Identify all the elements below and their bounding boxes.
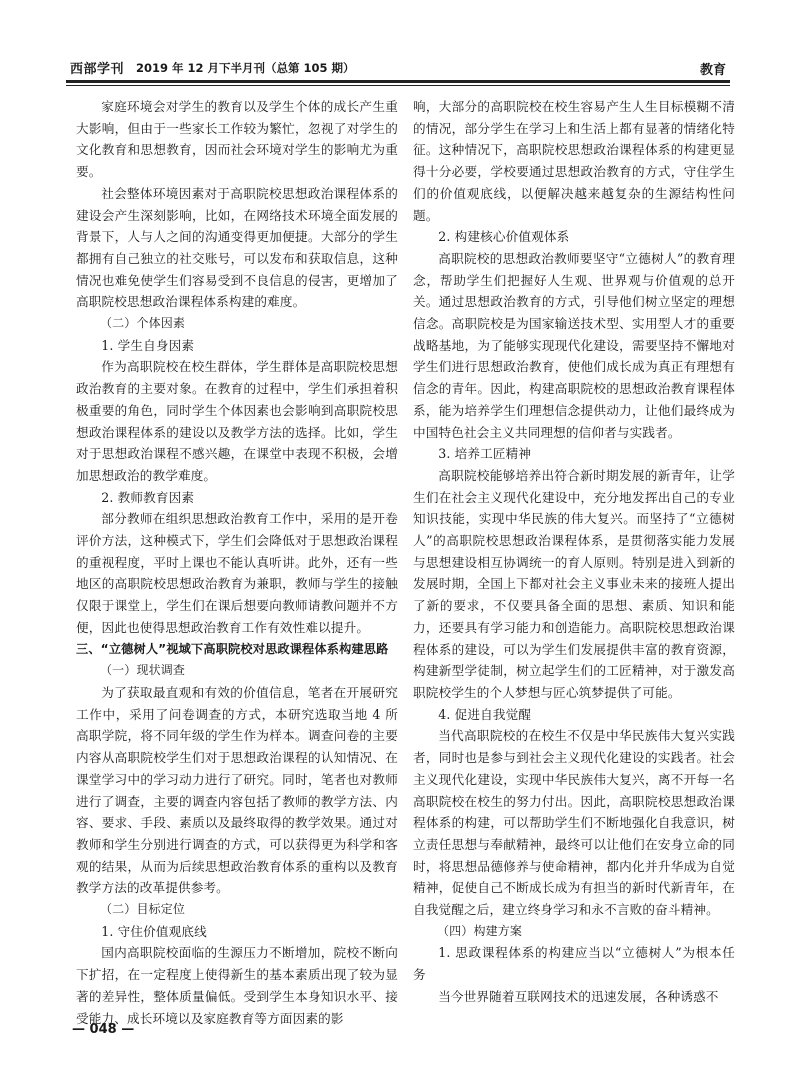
right-column-paragraph: 高职院校的思想政治教师要坚守“立德树人”的教育理念，帮助学生们把握好人生观、世界观与价值观的总开关。通过思想政治教育的方式，引导他们树立坚定的理想信念。高职院校是为国家输送技术型、实用型人才的重要战略基地，为了能够实现现代化建设，需要坚持不懈地对学生们进行思想政治教育，使他们成长成为真正有理想有信念的青年。因此，构建高职院校的思想政治教育课程体系，能为培养学生们理想信念提供动力，让他们最终成为中国特色社会主义共同理想的信仰者与实践者。 <box>413 250 735 440</box>
right-column-paragraph: 1. 思政课程体系的构建应当以“立德树人”为根本任务 <box>413 945 735 983</box>
right-column-paragraph: 高职院校能够培养出符合新时期发展的新青年，让学生们在社会主义现代化建设中，充分地发挥出自己的专业知识技能，实现中华民族的伟大复兴。而坚持了“立德树人”的高职院校思想政治课程体系，是贯彻落实能力发展与思想建设相互协调统一的育人原则。特别是进入到新的发展时期，全国上下都对社会主义事业未来的接班人提出了新的要求，不仅要具备全面的思想、素质、知识和能力，还要具有学习能力和创造能力。高职院校思想政治课程体系的建设，可以为学生们发展提供丰富的教育资源，构建新型学徒制，树立起学生们的工匠精神，对于激发高职院校学生的个人梦想与匠心筑梦提供了可能。 <box>413 467 735 700</box>
header-rule-thick <box>66 80 730 83</box>
right-column-paragraph: 当代高职院校的在校生不仅是中华民族伟大复兴实践者，同时也是参与到社会主义现代化建设的实践者。社会主义现代化建设，实现中华民族伟大复兴，离不开每一名高职院校在校生的努力付出。因此，高职院校思想政治课程体系的构建，可以帮助学生们不断地强化自我意识，树立责任思想与奉献精神，最终可以让他们在安身立命的同时，将思想品德修养与使命精神，都内化并升华成为自觉精神，促使自己不断成长成为有担当的新时代新青年，在自我觉醒之后，建立终身学习和永不言败的奋斗精神。 <box>413 728 735 918</box>
page-number: — 048 — <box>72 1022 135 1037</box>
left-column-paragraph: 为了获取最直观和有效的价值信息，笔者在开展研究工作中，采用了问卷调查的方式，本研究选取当地 4 所高职学院，将不同年级的学生作为样本。调查问卷的主要内容从高职院校学生们对于思想政治课程的认知情况、在课堂学习中的学习动力进行了研究。同时，笔者也对教师进行了调查，主要的调查内容包括了教师的教学方法、内容、要求、手段、素质以及最终取得的教学效果。通过对教师和学生分别进行调查的方式，可以获得更为科学和客观的结果，从而为后续思想政治教育体系的重构以及教育教学方法的改革提供参考。 <box>76 684 398 896</box>
header-rule-thin <box>66 85 730 86</box>
section-label: 教育 <box>699 63 726 78</box>
right-column-paragraph: 3. 培养工匠精神 <box>438 446 532 462</box>
left-column-paragraph: 社会整体环境因素对于高职院校思想政治课程体系的建设会产生深刻影响，比如，在网络技术环境全面发展的背景下，人与人之间的沟通变得更加便捷。大部分的学生都拥有自己独立的社交账号，可以发布和获取信息，这种情况也难免使学生们容易受到不良信息的侵害，更增加了高职院校思想政治课程体系构建的难度。 <box>76 185 398 310</box>
left-column-paragraph: 1. 学生自身因素 <box>101 337 195 353</box>
left-column-paragraph: （二）目标定位 <box>100 902 186 917</box>
right-column <box>413 96 735 1008</box>
right-column-paragraph: 响，大部分的高职院校在校生容易产生人生目标模糊不清的情况，部分学生在学习上和生活上都有显著的情绪化特征。这种情况下，高职院校思想政治课程体系的构建更显得十分必要，学校要通过思想政治教育的方式，守住学生们的价值观底线，以便解决越来越复杂的生源结构性问题。 <box>413 99 735 223</box>
right-column-paragraph: （四）构建方案 <box>437 923 523 938</box>
left-column-paragraph: 作为高职院校在校生群体，学生群体是高职院校思想政治教育的主要对象。在教育的过程中，学生们承担着积极重要的角色，同时学生个体因素也会影响到高职院校思想政治课程体系的建设以及教学方法的选择。比如，学生对于思想政治课程不感兴趣，在课堂中表现不积极，会增加思想政治的教学难度。 <box>76 359 398 483</box>
right-column-paragraph: 当今世界随着互联网技术的迅速发展，各种诱惑不 <box>438 988 719 1004</box>
left-column <box>76 96 398 1029</box>
left-column-paragraph: （二）个体因素 <box>100 316 186 331</box>
journal-logo: 西部学刊 <box>70 62 125 77</box>
left-column-paragraph: 2. 教师教育因素 <box>101 489 195 505</box>
left-column-paragraph: 家庭环境会对学生的教育以及学生个体的成长产生重大影响，但由于一些家长工作较为繁忙，忽视了对学生的文化教育和思想教育，因而社会环境对学生的影响尤为重要。 <box>76 99 398 180</box>
left-column-paragraph: 国内高职院校面临的生源压力不断增加，院校不断向下扩招，在一定程度上使得新生的基本素质出现了较为显著的差异性，整体质量偏低。受到学生本身知识水平、接受能力、成长环境以及家庭教育等方面因素的影 <box>76 945 398 1026</box>
left-column-paragraph: 三、“立德树人”视域下高职院校对思政课程体系构建思路 <box>76 641 389 656</box>
page-header <box>70 56 728 78</box>
left-column-paragraph: （一）现状调查 <box>100 663 186 678</box>
issue-info: 2019 年 12 月下半月刊（总第 105 期） <box>136 61 355 75</box>
left-column-paragraph: 部分教师在组织思想政治教育工作中，采用的是开卷评价方法，这种模式下，学生们会降低对于思想政治课程的重视程度，平时上课也不能认真听讲。此外，还有一些地区的高职院校思想政治教育为兼职，教师与学生的接触仅限于课堂上，学生们在课后想要向教师请教问题并不方便，因此也使得思想政治教育工作有效性难以提升。 <box>76 511 398 635</box>
right-column-paragraph: 4. 促进自我觉醒 <box>438 706 532 722</box>
left-column-paragraph: 1. 守住价值观底线 <box>101 923 207 939</box>
right-column-paragraph: 2. 构建核心价值观体系 <box>438 229 570 245</box>
